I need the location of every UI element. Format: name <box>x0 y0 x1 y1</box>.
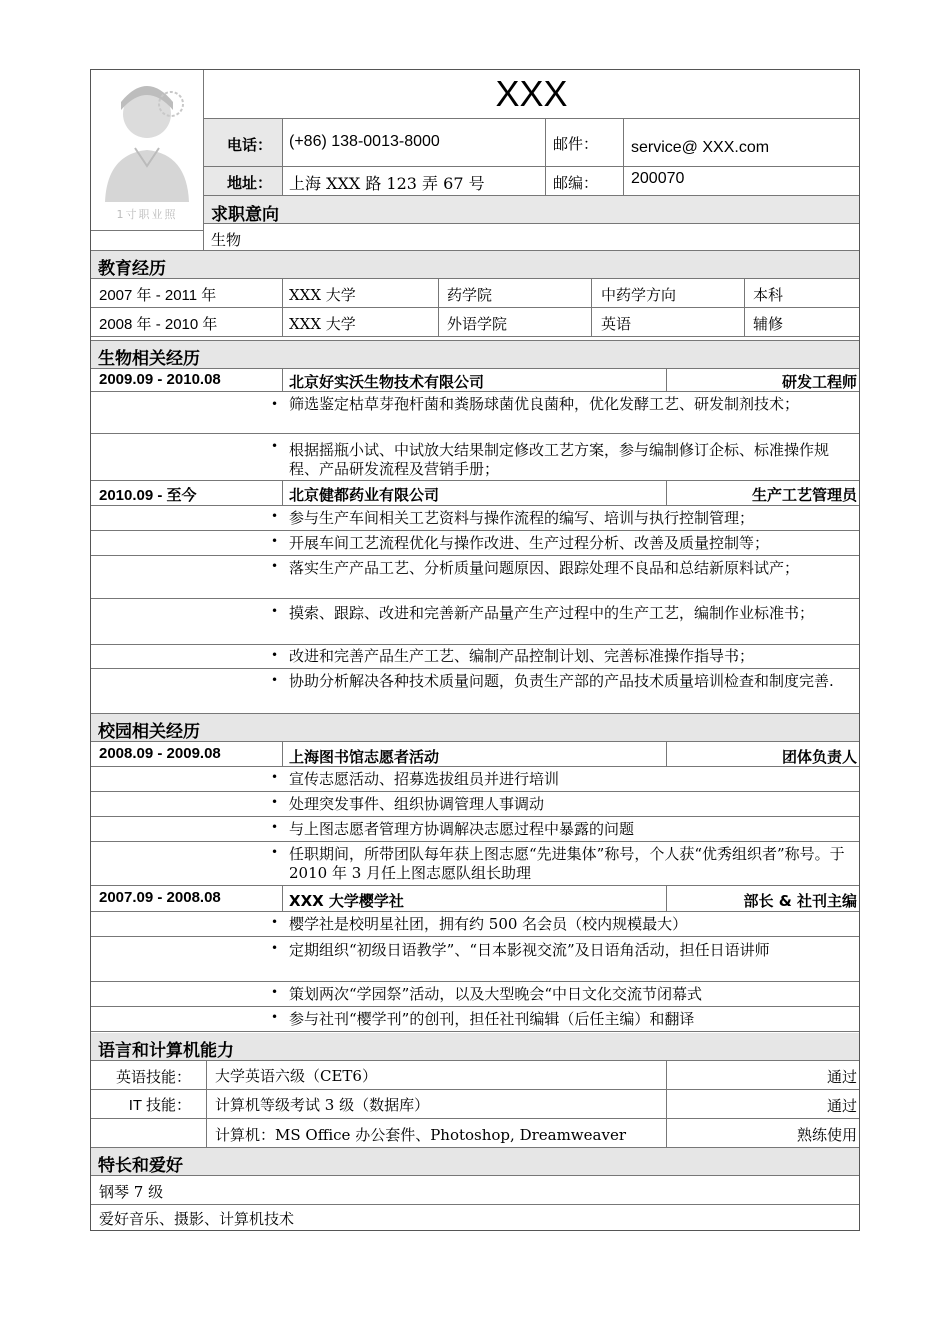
education-title: 教育经历 <box>91 251 859 279</box>
list-item: • 筛选鉴定枯草芽孢杆菌和粪肠球菌优良菌种，优化发酵工艺、研发制剂技术； <box>91 392 859 434</box>
education-row: 2007 年 - 2011 年 XXX 大学 药学院 中药学方向 本科 <box>91 279 859 308</box>
address-value: 上海 XXX 路 123 弄 67 号 <box>289 174 485 193</box>
list-item: • 任职期间，所带团队每年获上图志愿“先进集体”称号，个人获“优秀组织者”称号。于 2010 年 3 月任上图志愿队组长助理 <box>91 842 859 886</box>
list-item: • 根据摇瓶小试、中试放大结果制定修改工艺方案，参与编制修订企标、标准操作规程、产品研发流程及营销手册； <box>91 434 859 481</box>
zip-label: 邮编： <box>553 174 599 192</box>
list-item: • 落实生产产品工艺、分析质量问题原因、跟踪处理不良品和总结新原料试产； <box>91 556 859 599</box>
campus-experience-title: 校园相关经历 <box>91 714 859 742</box>
skill-row: 英语技能： 大学英语六级（CET6） 通过 <box>91 1061 859 1090</box>
job-header: 2007.09 - 2008.08 XXX 大学樱学社 部长 & 社刊主编 <box>91 886 859 912</box>
photo-caption: 1寸职业照 <box>116 208 178 221</box>
skill-row: 计算机：MS Office 办公套件、Photoshop, Dreamweaver 熟练使用 <box>91 1119 859 1148</box>
resume-sheet <box>90 69 860 1231</box>
list-item: • 处理突发事件、组织协调管理人事调动 <box>91 792 859 817</box>
objective-value: 生物 <box>211 231 242 249</box>
avatar-placeholder-icon <box>91 70 203 210</box>
candidate-name: XXX <box>495 73 568 114</box>
job-header: 2010.09 - 至今 北京健都药业有限公司 生产工艺管理员 <box>91 481 859 506</box>
phone-label: 电话： <box>227 136 273 154</box>
email-value: service@ XXX.com <box>631 139 770 156</box>
list-item: • 改进和完善产品生产工艺、编制产品控制计划、完善标准操作指导书； <box>91 645 859 669</box>
list-item: • 与上图志愿者管理方协调解决志愿过程中暴露的问题 <box>91 817 859 842</box>
list-item: • 摸索、跟踪、改进和完善新产品量产生产过程中的生产工艺，编制作业标准书； <box>91 599 859 645</box>
zip-value: 200070 <box>631 170 685 187</box>
list-item: • 樱学社是校明星社团，拥有约 500 名会员（校内规模最大） <box>91 912 859 937</box>
hobbies-title: 特长和爱好 <box>91 1148 859 1176</box>
phone-value: (+86) 138-0013-8000 <box>289 133 440 150</box>
list-item: 钢琴 7 级 <box>91 1176 859 1205</box>
list-item: • 宣传志愿活动、招募选拔组员并进行培训 <box>91 767 859 792</box>
skills-title: 语言和计算机能力 <box>91 1033 859 1061</box>
list-item: • 参与生产车间相关工艺资料与操作流程的编写、培训与执行控制管理； <box>91 506 859 531</box>
objective-title: 求职意向 <box>211 205 279 225</box>
job-header: 2009.09 - 2010.08 北京好实沃生物技术有限公司 研发工程师 <box>91 369 859 392</box>
list-item: 爱好音乐、摄影、计算机技术 <box>99 1210 295 1228</box>
address-label: 地址： <box>227 174 273 192</box>
education-row: 2008 年 - 2010 年 XXX 大学 外语学院 英语 辅修 <box>91 308 859 337</box>
list-item: • 协助分析解决各种技术质量问题，负责生产部的产品技术质量培训检查和制度完善. <box>91 669 859 714</box>
job-header: 2008.09 - 2009.08 上海图书馆志愿者活动 团体负责人 <box>91 742 859 767</box>
list-item: • 参与社刊“樱学刊”的创刊，担任社刊编辑（后任主编）和翻译 <box>91 1007 859 1032</box>
skill-row: IT 技能： 计算机等级考试 3 级（数据库） 通过 <box>91 1090 859 1119</box>
list-item: • 开展车间工艺流程优化与操作改进、生产过程分析、改善及质量控制等； <box>91 531 859 556</box>
photo-box <box>91 70 203 230</box>
bio-experience-title: 生物相关经历 <box>91 341 859 369</box>
list-item: • 定期组织“初级日语教学”、“日本影视交流”及日语角活动，担任日语讲师 <box>91 937 859 982</box>
email-label: 邮件： <box>553 135 599 153</box>
list-item: • 策划两次“学园祭”活动，以及大型晚会“中日文化交流节闭幕式 <box>91 982 859 1007</box>
